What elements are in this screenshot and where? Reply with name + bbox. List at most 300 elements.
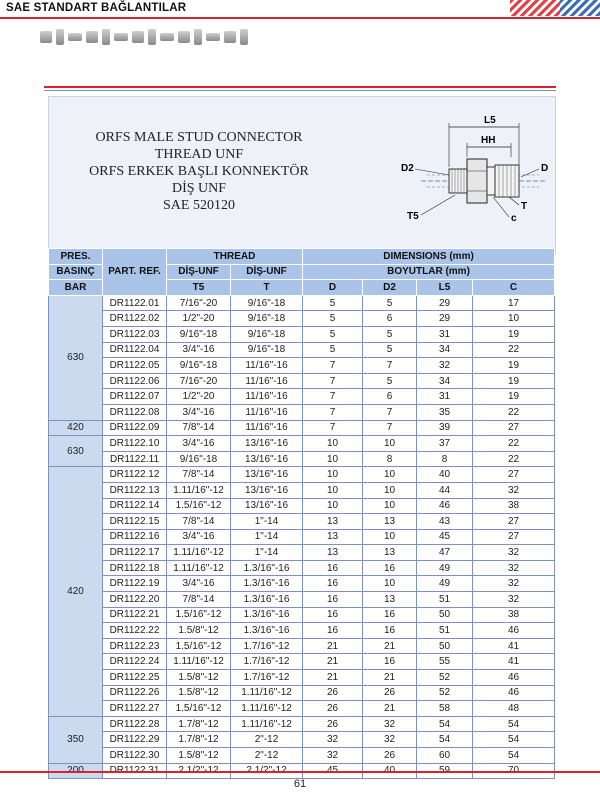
thread-t5-cell: 1.7/8"-12: [167, 716, 231, 732]
dim-c-cell: 46: [473, 685, 555, 701]
part-ref-cell: DR1122.26: [103, 685, 167, 701]
dim-d2-cell: 5: [363, 373, 417, 389]
thread-t5-cell: 3/4"-16: [167, 529, 231, 545]
thread-t-cell: 1.7/16"-12: [231, 654, 303, 670]
part-ref-cell: DR1122.01: [103, 295, 167, 311]
leader-line: [415, 169, 449, 175]
dim-l5-cell: 60: [417, 748, 473, 764]
dim-d2-cell: 8: [363, 451, 417, 467]
dim-l5-cell: 31: [417, 389, 473, 405]
dim-d-cell: 13: [303, 514, 363, 530]
dim-l5-cell: 39: [417, 420, 473, 436]
dim-l5-cell: 54: [417, 732, 473, 748]
fitting-thumbnail-icon: [40, 31, 52, 43]
leader-line: [521, 169, 539, 177]
dim-d-cell: 10: [303, 436, 363, 452]
dim-d2-cell: 5: [363, 326, 417, 342]
hex-nut-body: [467, 159, 487, 203]
fitting-thumbnail-icon: [194, 29, 202, 45]
dim-d-cell: 5: [303, 295, 363, 311]
thread-t5-cell: 7/16"-20: [167, 373, 231, 389]
part-ref-cell: DR1122.27: [103, 701, 167, 717]
dim-d-cell: 16: [303, 623, 363, 639]
table-row: [49, 529, 555, 545]
thread-t-cell: 13/16"-16: [231, 498, 303, 514]
dim-d-cell: 16: [303, 560, 363, 576]
footer-red-rule: [0, 771, 600, 773]
label-d2: D2: [401, 163, 414, 174]
leader-line: [509, 197, 519, 205]
thread-t5-cell: 1.5/8"-12: [167, 670, 231, 686]
dim-d-cell: 7: [303, 404, 363, 420]
thread-t5-cell: 7/16"-20: [167, 295, 231, 311]
table-row: [49, 358, 555, 374]
thread-t-cell: 1.3/16"-16: [231, 560, 303, 576]
dim-l5-cell: 49: [417, 560, 473, 576]
table-row: [49, 592, 555, 608]
dim-d-cell: 13: [303, 545, 363, 561]
header-bar: [0, 0, 600, 18]
table-row: [49, 311, 555, 327]
dim-d2-cell: 21: [363, 670, 417, 686]
section-blue-rule: [44, 90, 556, 91]
dim-d2-cell: 5: [363, 342, 417, 358]
dim-l5-cell: 45: [417, 529, 473, 545]
dim-d-cell: 21: [303, 670, 363, 686]
dim-c-cell: 48: [473, 701, 555, 717]
part-ref-cell: DR1122.08: [103, 404, 167, 420]
dim-l5-cell: 29: [417, 311, 473, 327]
dim-c-cell: 46: [473, 670, 555, 686]
specification-table: [48, 248, 555, 779]
table-row: [49, 545, 555, 561]
thread-t-cell: 9/16"-18: [231, 295, 303, 311]
table-row: [49, 295, 555, 311]
thread-t5-cell: 3/4"-16: [167, 576, 231, 592]
dim-c-cell: 22: [473, 404, 555, 420]
part-ref-cell: DR1122.23: [103, 638, 167, 654]
dim-l5-cell: 49: [417, 576, 473, 592]
fitting-thumbnail-icon: [206, 33, 220, 41]
leader-line: [493, 197, 509, 217]
label-d: D: [541, 163, 549, 174]
part-ref-cell: DR1122.02: [103, 311, 167, 327]
dim-c-cell: 19: [473, 326, 555, 342]
dim-l5-cell: 47: [417, 545, 473, 561]
dim-d-cell: 7: [303, 358, 363, 374]
table-row: [49, 451, 555, 467]
dim-c-cell: 27: [473, 529, 555, 545]
thread-t5-cell: 1.5/8"-12: [167, 748, 231, 764]
dim-c-cell: 38: [473, 607, 555, 623]
thread-t5-cell: 1.5/16"-12: [167, 701, 231, 717]
fitting-thumbnail-icon: [224, 31, 236, 43]
dim-c-cell: 19: [473, 373, 555, 389]
thread-t-cell: 9/16"-18: [231, 342, 303, 358]
pressure-cell: 350: [49, 716, 103, 763]
product-title-line: ORFS MALE STUD CONNECTOR: [95, 130, 303, 145]
dim-d-cell: 5: [303, 342, 363, 358]
thread-t-cell: 11/16"-16: [231, 404, 303, 420]
part-ref-cell: DR1122.04: [103, 342, 167, 358]
thread-t-cell: 13/16"-16: [231, 451, 303, 467]
part-ref-cell: DR1122.05: [103, 358, 167, 374]
dim-d2-cell: 16: [363, 560, 417, 576]
thread-t5-cell: 1.11/16"-12: [167, 560, 231, 576]
dim-l5-cell: 34: [417, 373, 473, 389]
part-ref-cell: DR1122.10: [103, 436, 167, 452]
thread-t-cell: 1.7/16"-12: [231, 638, 303, 654]
table-row: [49, 638, 555, 654]
table-row: [49, 701, 555, 717]
thread-t5-cell: 3/4"-16: [167, 436, 231, 452]
part-ref-cell: DR1122.17: [103, 545, 167, 561]
part-ref-cell: DR1122.07: [103, 389, 167, 405]
part-ref-cell: DR1122.03: [103, 326, 167, 342]
table-row: [49, 436, 555, 452]
dim-c-cell: 27: [473, 420, 555, 436]
dim-c-cell: 10: [473, 311, 555, 327]
dim-l5-cell: 51: [417, 592, 473, 608]
dim-d-cell: 21: [303, 638, 363, 654]
dim-l5-cell: 37: [417, 436, 473, 452]
dim-d-cell: 32: [303, 732, 363, 748]
table-row: [49, 670, 555, 686]
header-dis-unf: DİŞ-UNF: [231, 264, 303, 280]
thread-t5-cell: 3/4"-16: [167, 404, 231, 420]
dim-d2-cell: 7: [363, 404, 417, 420]
thread-t-cell: 9/16"-18: [231, 326, 303, 342]
connector-neck: [487, 167, 495, 195]
header-l5: L5: [417, 280, 473, 296]
part-ref-cell: DR1122.24: [103, 654, 167, 670]
header-d: D: [303, 280, 363, 296]
dim-c-cell: 27: [473, 467, 555, 483]
pressure-cell: 420: [49, 467, 103, 717]
dim-c-cell: 32: [473, 482, 555, 498]
thread-t-cell: 1.3/16"-16: [231, 607, 303, 623]
pressure-cell: 630: [49, 295, 103, 420]
dim-d2-cell: 26: [363, 685, 417, 701]
thread-t5-cell: 1.7/8"-12: [167, 732, 231, 748]
fitting-thumbnail-icon: [86, 31, 98, 43]
dim-l5-cell: 55: [417, 654, 473, 670]
table-row: [49, 607, 555, 623]
pressure-cell: 420: [49, 420, 103, 436]
dim-d2-cell: 6: [363, 311, 417, 327]
dim-c-cell: 38: [473, 498, 555, 514]
part-ref-cell: DR1122.28: [103, 716, 167, 732]
thread-t5-cell: 1.11/16"-12: [167, 482, 231, 498]
table-row: [49, 420, 555, 436]
dim-d2-cell: 13: [363, 514, 417, 530]
thread-t-cell: 13/16"-16: [231, 436, 303, 452]
dim-l5-cell: 29: [417, 295, 473, 311]
dim-c-cell: 17: [473, 295, 555, 311]
dim-d-cell: 5: [303, 311, 363, 327]
dim-d2-cell: 10: [363, 436, 417, 452]
thread-t5-cell: 1.5/16"-12: [167, 638, 231, 654]
thread-t-cell: 11/16"-16: [231, 389, 303, 405]
part-ref-cell: DR1122.22: [103, 623, 167, 639]
table-row: [49, 482, 555, 498]
dim-l5-cell: 52: [417, 685, 473, 701]
table-row: [49, 623, 555, 639]
table-row: [49, 685, 555, 701]
fitting-thumbnail-icon: [132, 31, 144, 43]
specification-table-body: [49, 295, 555, 778]
dim-d-cell: 26: [303, 701, 363, 717]
thread-t5-cell: 1.11/16"-12: [167, 654, 231, 670]
dim-c-cell: 32: [473, 576, 555, 592]
thread-t-cell: 1.11/16"-12: [231, 701, 303, 717]
table-row: [49, 560, 555, 576]
thread-t5-cell: 7/8"-14: [167, 592, 231, 608]
header-pressure: PRES.: [49, 249, 103, 265]
dim-d2-cell: 16: [363, 607, 417, 623]
dim-c-cell: 41: [473, 654, 555, 670]
header-stripe-decoration-blue: [560, 0, 600, 16]
dim-c-cell: 22: [473, 342, 555, 358]
thread-t-cell: 2"-12: [231, 732, 303, 748]
fitting-thumbnail-icon: [114, 33, 128, 41]
dim-d2-cell: 10: [363, 576, 417, 592]
dim-d2-cell: 10: [363, 529, 417, 545]
dim-d-cell: 10: [303, 498, 363, 514]
dim-d-cell: 7: [303, 373, 363, 389]
thread-t-cell: 11/16"-16: [231, 358, 303, 374]
dim-c-cell: 41: [473, 638, 555, 654]
thread-t-cell: 11/16"-16: [231, 420, 303, 436]
dim-l5-cell: 50: [417, 607, 473, 623]
header-red-rule: [0, 17, 600, 19]
table-row: [49, 404, 555, 420]
part-ref-cell: DR1122.13: [103, 482, 167, 498]
dim-d2-cell: 26: [363, 748, 417, 764]
table-row: [49, 326, 555, 342]
part-ref-cell: DR1122.20: [103, 592, 167, 608]
thread-t-cell: 1"-14: [231, 514, 303, 530]
fitting-thumbnail-icon: [240, 29, 248, 45]
dim-d2-cell: 13: [363, 592, 417, 608]
dim-d-cell: 10: [303, 467, 363, 483]
part-ref-cell: DR1122.09: [103, 420, 167, 436]
dim-l5-cell: 40: [417, 467, 473, 483]
fitting-thumbnail-icon: [102, 29, 110, 45]
thread-t5-cell: 9/16"-18: [167, 326, 231, 342]
part-ref-cell: DR1122.15: [103, 514, 167, 530]
fitting-thumbnails-strip: [40, 22, 290, 52]
dim-d2-cell: 13: [363, 545, 417, 561]
dim-d2-cell: 32: [363, 716, 417, 732]
dim-d-cell: 7: [303, 420, 363, 436]
dim-d2-cell: 5: [363, 295, 417, 311]
header-boyutlar: BOYUTLAR (mm): [303, 264, 555, 280]
label-hh: HH: [481, 135, 496, 146]
table-row: [49, 654, 555, 670]
part-ref-cell: DR1122.19: [103, 576, 167, 592]
dim-c-cell: 27: [473, 514, 555, 530]
thread-t-cell: 9/16"-18: [231, 311, 303, 327]
label-t5: T5: [407, 211, 419, 222]
dim-d2-cell: 6: [363, 389, 417, 405]
dim-c-cell: 32: [473, 545, 555, 561]
table-row: [49, 342, 555, 358]
dim-d2-cell: 10: [363, 498, 417, 514]
section-red-rule: [44, 86, 556, 88]
product-card: [48, 96, 556, 254]
dim-l5-cell: 46: [417, 498, 473, 514]
label-l5: L5: [484, 115, 496, 126]
part-ref-cell: DR1122.25: [103, 670, 167, 686]
dim-c-cell: 22: [473, 436, 555, 452]
header-t: T: [231, 280, 303, 296]
dim-l5-cell: 51: [417, 623, 473, 639]
thread-t5-cell: 9/16"-18: [167, 358, 231, 374]
dim-c-cell: 22: [473, 451, 555, 467]
table-row: [49, 748, 555, 764]
dim-d-cell: 32: [303, 748, 363, 764]
thread-t-cell: 1.7/16"-12: [231, 670, 303, 686]
header-t5: T5: [167, 280, 231, 296]
thread-t-cell: 13/16"-16: [231, 467, 303, 483]
dim-d-cell: 16: [303, 576, 363, 592]
dim-l5-cell: 54: [417, 716, 473, 732]
product-title-block: [49, 129, 349, 214]
thread-t5-cell: 9/16"-18: [167, 451, 231, 467]
thread-t5-cell: 1.5/8"-12: [167, 623, 231, 639]
fitting-thumbnail-icon: [56, 29, 64, 45]
dim-d2-cell: 10: [363, 482, 417, 498]
thread-t5-cell: 7/8"-14: [167, 467, 231, 483]
dim-d-cell: 16: [303, 592, 363, 608]
table-row: [49, 498, 555, 514]
dim-c-cell: 54: [473, 748, 555, 764]
dim-c-cell: 46: [473, 623, 555, 639]
dim-l5-cell: 43: [417, 514, 473, 530]
dim-l5-cell: 58: [417, 701, 473, 717]
thread-t5-cell: 1.11/16"-12: [167, 545, 231, 561]
dim-d-cell: 26: [303, 716, 363, 732]
thread-t5-cell: 1/2"-20: [167, 311, 231, 327]
product-title-line: DİŞ UNF: [171, 181, 227, 196]
fitting-thumbnail-icon: [68, 33, 82, 41]
table-row: [49, 389, 555, 405]
dim-c-cell: 19: [473, 358, 555, 374]
header-thread: THREAD: [167, 249, 303, 265]
dim-l5-cell: 35: [417, 404, 473, 420]
header-d2: D2: [363, 280, 417, 296]
table-row: [49, 373, 555, 389]
product-title-line: SAE 520120: [163, 198, 235, 213]
dim-c-cell: 54: [473, 732, 555, 748]
fitting-thumbnail-icon: [178, 31, 190, 43]
thread-t-cell: 1.11/16"-12: [231, 685, 303, 701]
dim-d2-cell: 16: [363, 654, 417, 670]
dim-c-cell: 19: [473, 389, 555, 405]
part-ref-cell: DR1122.16: [103, 529, 167, 545]
thread-t5-cell: 1/2"-20: [167, 389, 231, 405]
thread-t-cell: 1.3/16"-16: [231, 592, 303, 608]
dim-c-cell: 32: [473, 592, 555, 608]
dim-d2-cell: 7: [363, 420, 417, 436]
part-ref-cell: DR1122.18: [103, 560, 167, 576]
dim-l5-cell: 44: [417, 482, 473, 498]
thread-t5-cell: 3/4"-16: [167, 342, 231, 358]
dim-d-cell: 26: [303, 685, 363, 701]
header-bar: BAR: [49, 280, 103, 296]
dim-l5-cell: 52: [417, 670, 473, 686]
dim-d2-cell: 21: [363, 638, 417, 654]
label-c: c: [511, 213, 517, 224]
part-ref-cell: DR1122.21: [103, 607, 167, 623]
product-title-line: THREAD UNF: [154, 147, 244, 162]
thread-t5-cell: 1.5/8"-12: [167, 685, 231, 701]
dim-l5-cell: 31: [417, 326, 473, 342]
label-t: T: [521, 201, 528, 212]
thread-t5-cell: 1.5/16"-12: [167, 607, 231, 623]
table-row: [49, 716, 555, 732]
thread-t-cell: 1.3/16"-16: [231, 576, 303, 592]
header-dimensions: DIMENSIONS (mm): [303, 249, 555, 265]
thread-t-cell: 2"-12: [231, 748, 303, 764]
dim-d-cell: 10: [303, 451, 363, 467]
thread-t-cell: 13/16"-16: [231, 482, 303, 498]
thread-t-cell: 1"-14: [231, 545, 303, 561]
fitting-thumbnail-icon: [160, 33, 174, 41]
table-row: [49, 514, 555, 530]
dim-d2-cell: 7: [363, 358, 417, 374]
part-ref-cell: DR1122.12: [103, 467, 167, 483]
catalog-section-title: SAE STANDART BAĞLANTILAR: [6, 2, 187, 14]
table-row: [49, 576, 555, 592]
table-row: [49, 467, 555, 483]
dim-c-cell: 54: [473, 716, 555, 732]
leader-line: [421, 195, 455, 215]
thread-t-cell: 11/16"-16: [231, 373, 303, 389]
part-ref-cell: DR1122.30: [103, 748, 167, 764]
table-row: [49, 732, 555, 748]
dim-l5-cell: 32: [417, 358, 473, 374]
thread-t5-cell: 1.5/16"-12: [167, 498, 231, 514]
thread-t5-cell: 7/8"-14: [167, 514, 231, 530]
page-number: 61: [293, 778, 307, 790]
header-dis-unf: DİŞ-UNF: [167, 264, 231, 280]
header-c: C: [473, 280, 555, 296]
thread-t5-cell: 7/8"-14: [167, 420, 231, 436]
pressure-cell: 630: [49, 436, 103, 467]
dim-d2-cell: 32: [363, 732, 417, 748]
dim-d-cell: 10: [303, 482, 363, 498]
dim-d-cell: 13: [303, 529, 363, 545]
thread-t-cell: 1.11/16"-12: [231, 716, 303, 732]
thread-t-cell: 1.3/16"-16: [231, 623, 303, 639]
part-ref-cell: DR1122.11: [103, 451, 167, 467]
fitting-thumbnail-icon: [148, 29, 156, 45]
header-part-ref: PART. REF.: [103, 249, 167, 296]
dim-l5-cell: 8: [417, 451, 473, 467]
dim-d-cell: 21: [303, 654, 363, 670]
header-basinc: BASINÇ: [49, 264, 103, 280]
dim-l5-cell: 34: [417, 342, 473, 358]
dim-d-cell: 16: [303, 607, 363, 623]
thread-t-cell: 1"-14: [231, 529, 303, 545]
part-ref-cell: DR1122.06: [103, 373, 167, 389]
dim-d2-cell: 21: [363, 701, 417, 717]
product-title-line: ORFS ERKEK BAŞLI KONNEKTÖR: [89, 164, 309, 179]
dim-d2-cell: 16: [363, 623, 417, 639]
dim-d-cell: 5: [303, 326, 363, 342]
